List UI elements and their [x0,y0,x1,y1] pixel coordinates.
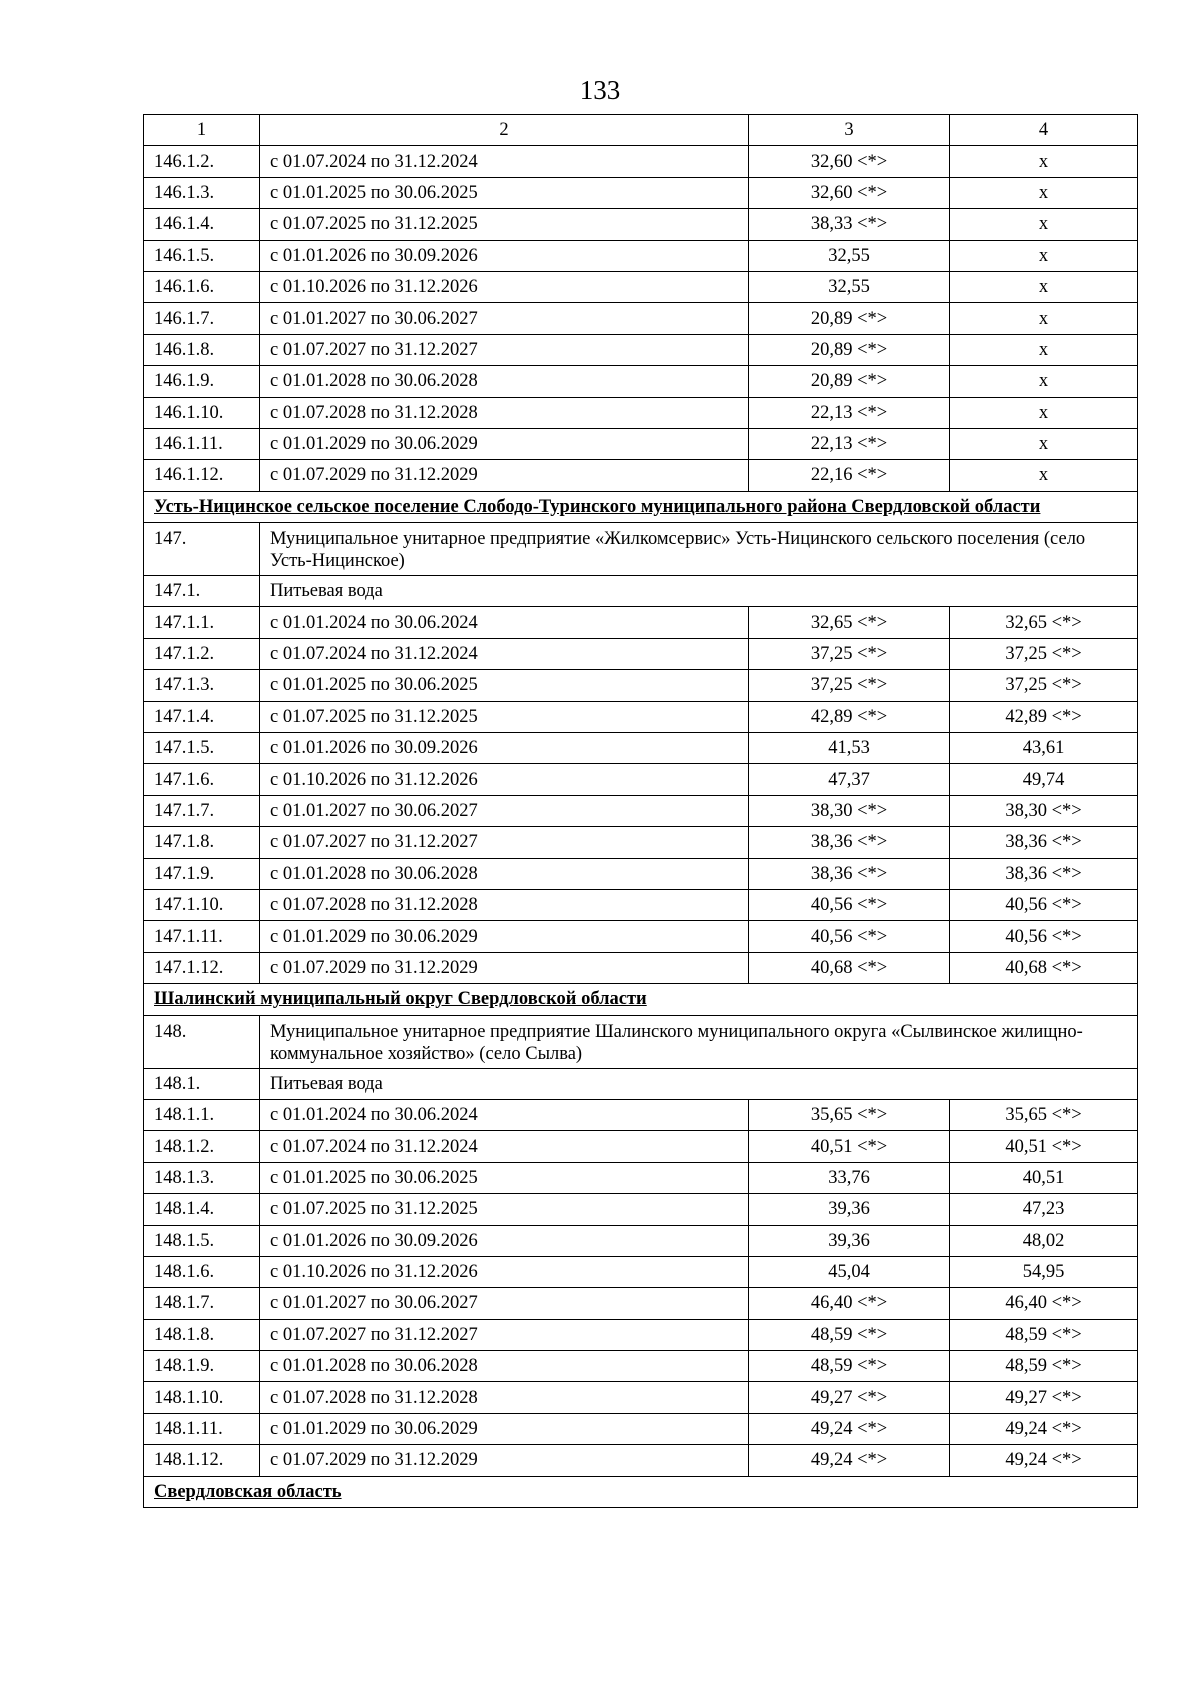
period: с 01.07.2027 по 31.12.2027 [260,1319,749,1350]
row-number: 147.1.12. [144,952,260,983]
tariff-value-col4: 47,23 [950,1194,1138,1225]
organization-row [144,1015,1138,1068]
period: с 01.01.2027 по 30.06.2027 [260,795,749,826]
period: с 01.01.2025 по 30.06.2025 [260,177,749,208]
period: с 01.07.2028 по 31.12.2028 [260,1382,749,1413]
section-title-148: Шалинский муниципальный округ Свердловской области [144,984,1138,1015]
tariff-value-col4: 48,59 <*> [950,1319,1138,1350]
table-row [144,303,1138,334]
row-number: 148.1.7. [144,1288,260,1319]
tariff-value-col3: 40,56 <*> [749,889,950,920]
row-number: 148.1.9. [144,1351,260,1382]
header-cell-2: 2 [260,115,749,146]
table-row [144,146,1138,177]
period: с 01.07.2025 по 31.12.2025 [260,701,749,732]
period: с 01.01.2028 по 30.06.2028 [260,1351,749,1382]
table-row [144,397,1138,428]
service-row [144,576,1138,607]
tariff-value-col4: х [950,397,1138,428]
row-number: 147.1.8. [144,827,260,858]
org-number: 147. [144,523,260,576]
tariff-value-col4: 43,61 [950,733,1138,764]
period: с 01.01.2029 по 30.06.2029 [260,1413,749,1444]
row-number: 147.1.10. [144,889,260,920]
tariff-value-col4: 40,68 <*> [950,952,1138,983]
period: с 01.01.2025 по 30.06.2025 [260,670,749,701]
tariff-value-col4: х [950,428,1138,459]
period: с 01.01.2027 по 30.06.2027 [260,1288,749,1319]
table-row [144,366,1138,397]
table-row [144,271,1138,302]
tariff-value-col4: 46,40 <*> [950,1288,1138,1319]
header-cell-3: 3 [749,115,950,146]
tariff-value-col3: 46,40 <*> [749,1288,950,1319]
period: с 01.07.2024 по 31.12.2024 [260,1131,749,1162]
row-number: 147.1.11. [144,921,260,952]
tariff-value-col4: х [950,334,1138,365]
block-147-rows [144,607,1138,984]
tariff-value-col4: 38,36 <*> [950,858,1138,889]
period: с 01.07.2025 по 31.12.2025 [260,1194,749,1225]
header-cell-1: 1 [144,115,260,146]
table-row [144,428,1138,459]
table-row [144,1225,1138,1256]
tariff-value-col4: 48,59 <*> [950,1351,1138,1382]
service-name: Питьевая вода [260,576,1138,607]
row-number: 146.1.11. [144,428,260,459]
table-row [144,889,1138,920]
tariff-value-col3: 48,59 <*> [749,1319,950,1350]
org-name: Муниципальное унитарное предприятие Шалинского муниципального округа «Сылвинское жилищно-коммунальное хозяйство» (село Сылва) [260,1015,1138,1068]
tariff-table [143,114,1138,1508]
tariff-value-col4: 40,56 <*> [950,921,1138,952]
tariff-value-col4: 49,24 <*> [950,1413,1138,1444]
header-cell-4: 4 [950,115,1138,146]
table-row [144,240,1138,271]
period: с 01.07.2024 по 31.12.2024 [260,146,749,177]
tariff-value-col3: 32,55 [749,240,950,271]
period: с 01.07.2024 по 31.12.2024 [260,638,749,669]
row-number: 147.1.3. [144,670,260,701]
tariff-value-col4: 49,27 <*> [950,1382,1138,1413]
tariff-value-col3: 49,24 <*> [749,1445,950,1476]
tariff-value-col3: 33,76 [749,1162,950,1193]
tariff-value-col3: 32,60 <*> [749,146,950,177]
tariff-value-col4: х [950,460,1138,491]
tariff-value-col3: 40,68 <*> [749,952,950,983]
table-row [144,1351,1138,1382]
row-number: 148.1.6. [144,1256,260,1287]
tariff-value-col4: 42,89 <*> [950,701,1138,732]
service-number: 148.1. [144,1068,260,1099]
tariff-value-col4: 49,74 [950,764,1138,795]
table-row [144,670,1138,701]
period: с 01.07.2027 по 31.12.2027 [260,334,749,365]
period: с 01.07.2029 по 31.12.2029 [260,460,749,491]
tariff-value-col3: 48,59 <*> [749,1351,950,1382]
period: с 01.01.2025 по 30.06.2025 [260,1162,749,1193]
tariff-value-col4: 40,51 [950,1162,1138,1193]
table-row [144,795,1138,826]
tariff-value-col3: 37,25 <*> [749,638,950,669]
organization-row [144,523,1138,576]
table-row [144,1382,1138,1413]
table-row [144,1099,1138,1130]
period: с 01.01.2026 по 30.09.2026 [260,733,749,764]
table-row [144,1162,1138,1193]
section-title-region: Свердловская область [144,1476,1138,1507]
tariff-value-col3: 40,56 <*> [749,921,950,952]
tariff-value-col4: 40,51 <*> [950,1131,1138,1162]
tariff-value-col4: х [950,366,1138,397]
tariff-value-col3: 49,27 <*> [749,1382,950,1413]
section-title-147: Усть-Ницинское сельское поселение Слободо-Туринского муниципального района Свердловской области [144,491,1138,522]
period: с 01.01.2026 по 30.09.2026 [260,240,749,271]
period: с 01.10.2026 по 31.12.2026 [260,1256,749,1287]
tariff-value-col3: 42,89 <*> [749,701,950,732]
service-row [144,1068,1138,1099]
row-number: 148.1.5. [144,1225,260,1256]
row-number: 146.1.2. [144,146,260,177]
tariff-value-col3: 45,04 [749,1256,950,1287]
table-row [144,1131,1138,1162]
row-number: 148.1.1. [144,1099,260,1130]
table-row [144,638,1138,669]
period: с 01.01.2024 по 30.06.2024 [260,1099,749,1130]
section-row [144,1476,1138,1507]
row-number: 146.1.10. [144,397,260,428]
period: с 01.01.2026 по 30.09.2026 [260,1225,749,1256]
table-row [144,1319,1138,1350]
period: с 01.01.2028 по 30.06.2028 [260,366,749,397]
tariff-value-col3: 38,33 <*> [749,209,950,240]
table-row [144,1445,1138,1476]
tariff-value-col4: х [950,146,1138,177]
table-row [144,334,1138,365]
row-number: 146.1.6. [144,271,260,302]
tariff-value-col4: 38,30 <*> [950,795,1138,826]
tariff-value-col3: 22,16 <*> [749,460,950,491]
tariff-value-col3: 20,89 <*> [749,366,950,397]
period: с 01.07.2025 по 31.12.2025 [260,209,749,240]
row-number: 146.1.7. [144,303,260,334]
period: с 01.01.2029 по 30.06.2029 [260,921,749,952]
tariff-value-col4: 32,65 <*> [950,607,1138,638]
table-row [144,1288,1138,1319]
tariff-value-col3: 32,65 <*> [749,607,950,638]
row-number: 148.1.12. [144,1445,260,1476]
tariff-value-col3: 20,89 <*> [749,303,950,334]
table-row [144,858,1138,889]
row-number: 147.1.6. [144,764,260,795]
table-row [144,827,1138,858]
period: с 01.01.2028 по 30.06.2028 [260,858,749,889]
table-header-row [144,115,1138,146]
table-row [144,1256,1138,1287]
tariff-value-col4: 49,24 <*> [950,1445,1138,1476]
row-number: 148.1.11. [144,1413,260,1444]
tariff-value-col4: 37,25 <*> [950,670,1138,701]
period: с 01.01.2024 по 30.06.2024 [260,607,749,638]
tariff-value-col3: 35,65 <*> [749,1099,950,1130]
row-number: 147.1.9. [144,858,260,889]
tariff-value-col3: 32,55 [749,271,950,302]
table-row [144,733,1138,764]
row-number: 147.1.5. [144,733,260,764]
tariff-value-col3: 47,37 [749,764,950,795]
tariff-value-col4: 48,02 [950,1225,1138,1256]
tariff-value-col3: 39,36 [749,1194,950,1225]
row-number: 147.1.7. [144,795,260,826]
row-number: 147.1.1. [144,607,260,638]
tariff-value-col3: 38,30 <*> [749,795,950,826]
tariff-value-col3: 49,24 <*> [749,1413,950,1444]
table-row [144,460,1138,491]
block-146-rows [144,146,1138,491]
period: с 01.07.2029 по 31.12.2029 [260,1445,749,1476]
table-row [144,1413,1138,1444]
period: с 01.07.2028 по 31.12.2028 [260,889,749,920]
row-number: 146.1.9. [144,366,260,397]
period: с 01.10.2026 по 31.12.2026 [260,764,749,795]
period: с 01.07.2028 по 31.12.2028 [260,397,749,428]
block-148-rows [144,1099,1138,1476]
row-number: 146.1.3. [144,177,260,208]
tariff-value-col4: 37,25 <*> [950,638,1138,669]
table-row [144,952,1138,983]
row-number: 148.1.8. [144,1319,260,1350]
table-row [144,701,1138,732]
tariff-value-col3: 37,25 <*> [749,670,950,701]
tariff-value-col4: х [950,209,1138,240]
table-row [144,764,1138,795]
period: с 01.10.2026 по 31.12.2026 [260,271,749,302]
row-number: 146.1.5. [144,240,260,271]
tariff-value-col3: 38,36 <*> [749,858,950,889]
tariff-value-col3: 40,51 <*> [749,1131,950,1162]
table-row [144,177,1138,208]
service-name: Питьевая вода [260,1068,1138,1099]
table-row [144,209,1138,240]
period: с 01.01.2029 по 30.06.2029 [260,428,749,459]
row-number: 147.1.4. [144,701,260,732]
tariff-value-col4: 35,65 <*> [950,1099,1138,1130]
table-row [144,607,1138,638]
tariff-value-col3: 32,60 <*> [749,177,950,208]
tariff-value-col4: х [950,177,1138,208]
tariff-value-col3: 39,36 [749,1225,950,1256]
page-number: 133 [579,75,621,105]
tariff-value-col3: 38,36 <*> [749,827,950,858]
table-row [144,1194,1138,1225]
tariff-value-col3: 41,53 [749,733,950,764]
row-number: 148.1.4. [144,1194,260,1225]
row-number: 148.1.3. [144,1162,260,1193]
row-number: 146.1.4. [144,209,260,240]
tariff-value-col3: 22,13 <*> [749,397,950,428]
row-number: 148.1.2. [144,1131,260,1162]
tariff-value-col4: х [950,303,1138,334]
table-row [144,921,1138,952]
service-number: 147.1. [144,576,260,607]
org-name: Муниципальное унитарное предприятие «Жилкомсервис» Усть-Ницинского сельского поселения (село Усть-Ницинское) [260,523,1138,576]
tariff-value-col3: 22,13 <*> [749,428,950,459]
period: с 01.01.2027 по 30.06.2027 [260,303,749,334]
period: с 01.07.2029 по 31.12.2029 [260,952,749,983]
tariff-value-col4: 54,95 [950,1256,1138,1287]
tariff-value-col4: х [950,240,1138,271]
tariff-value-col3: 20,89 <*> [749,334,950,365]
period: с 01.07.2027 по 31.12.2027 [260,827,749,858]
tariff-value-col4: 38,36 <*> [950,827,1138,858]
tariff-value-col4: х [950,271,1138,302]
row-number: 146.1.8. [144,334,260,365]
org-number: 148. [144,1015,260,1068]
section-row [144,491,1138,522]
section-row [144,984,1138,1015]
tariff-value-col4: 40,56 <*> [950,889,1138,920]
row-number: 148.1.10. [144,1382,260,1413]
row-number: 147.1.2. [144,638,260,669]
row-number: 146.1.12. [144,460,260,491]
